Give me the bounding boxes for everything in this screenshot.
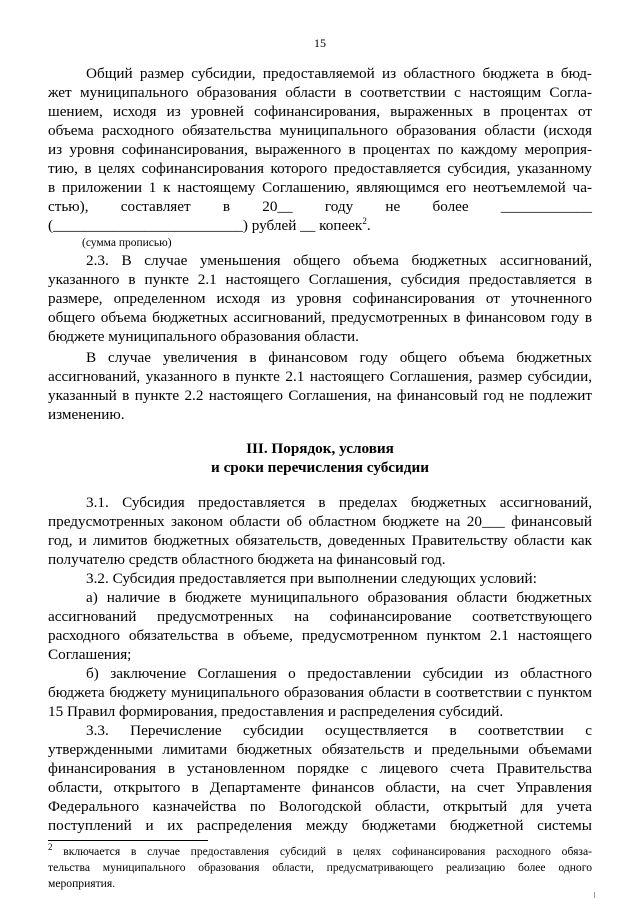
text-line: Федерального казначейства по Вологодской области, открытый для учета [48, 798, 592, 815]
text-line: 3.2. Субсидия предоставляется при выполнении следующих условий: [86, 570, 537, 587]
text-line: Общий размер субсидии, предоставляемой из областного бюджета в бюд- [86, 65, 592, 82]
text-line: 3.1. Субсидия предоставляется в пределах бюджетных ассигнований, [86, 494, 592, 511]
footnote-mark: 2 [362, 215, 367, 226]
text-line: 2.3. В случае уменьшения общего объема бюджетных ассигнований, [86, 252, 592, 269]
text-line: ассигнований, указанного в пункте 2.1 настоящего Соглашения, размер субсидии, [48, 368, 592, 385]
text-line: шением, исходя из уровней софинансирования, выраженных в процентах от [48, 103, 592, 120]
amount-line: (_________________________) рублей __ копеек [48, 217, 363, 234]
footnote-line: тельства муниципального образования области, предусматривающего реализацию более одного [48, 861, 592, 874]
text-line: 3.3. Перечисление субсидии осуществляется в соответствии с [86, 722, 592, 739]
footnote-line [48, 844, 592, 859]
footnote-separator [48, 840, 208, 841]
text-line: изменению. [48, 406, 125, 423]
text-line: расходного обязательства в объеме, предусмотренном пунктом 2.1 настоящего [48, 627, 592, 644]
text-line: б) заключение Соглашения о предоставлении субсидии из областного [86, 665, 592, 682]
text-line: стью), составляет в 20__ году не более ____________ [48, 198, 592, 215]
text-line-with-footnote: (_________________________) рублей __ копеек$^2$. [48, 215, 371, 234]
text-line: бюджета бюджету муниципального образования области в соответствии с пунктом [48, 684, 592, 701]
text-line: в приложении 1 к настоящему Соглашению, являющимся его неотъемлемой ча- [48, 179, 592, 196]
text-line: ассигнований предусмотренных на софинансирование соответствующего [48, 608, 592, 625]
text-line: а) наличие в бюджете муниципального образования области бюджетных [86, 589, 592, 606]
footnote-line: мероприятия. [48, 877, 116, 890]
text-line: объема расходного обязательства муниципального образования области (исходя [48, 122, 592, 139]
text-line: тию, в целях софинансирования которого предоставляется субсидия, указанному [48, 160, 592, 177]
text-line: размере, определенном исходя из уровня софинансирования от уточненного [48, 290, 592, 307]
text-line: из уровня софинансирования, выраженного в процентах по каждому мероприя- [48, 141, 592, 158]
footnote-text: включается в случае предоставления субсидий в целях софинансирования расходного обяза- [63, 845, 592, 858]
text-line: В случае увеличения в финансовом году общего объема бюджетных [86, 349, 592, 366]
text-line: указанный в пункте 2.2 настоящего Соглашения, на финансовый год не подлежит [48, 387, 592, 404]
text-line: жет муниципального образования области в соответствии с настоящим Согла- [48, 84, 592, 101]
text-line: получателю средств областного бюджета на финансовый год. [48, 551, 446, 568]
text-line: предусмотренных законом области об областном бюджете на 20___ финансовый [48, 513, 592, 530]
text-line: бюджете муниципального образования области. [48, 328, 359, 345]
section-title: и сроки перечисления субсидии [211, 459, 429, 476]
text-line: указанного в пункте 2.1 настоящего Соглашения, субсидия предоставляется в [48, 271, 592, 288]
text-line: Соглашения; [48, 646, 132, 663]
text-line: утвержденными лимитами бюджетных обязательств и предельными объемами [48, 741, 592, 758]
section-title: III. Порядок, условия [246, 440, 394, 457]
page-mark [594, 892, 595, 898]
sum-caption: (сумма прописью) [82, 237, 172, 249]
text-line: поступлений и их распределения между бюджетами бюджетной системы [48, 817, 592, 834]
text-line: финансирования в установленном порядке с лицевого счета Правительства [48, 760, 592, 777]
page-number: 15 [314, 36, 326, 50]
text-line: области, открытого в Департаменте финансов области, на счет Управления [48, 779, 592, 796]
footnote-number: 2 [48, 842, 53, 853]
text-line: общего объема бюджетных ассигнований, предусмотренных в финансовом году в [48, 309, 592, 326]
text-line: год, и лимитов бюджетных обязательств, доведенных Правительству области как [48, 532, 592, 549]
text-line: 15 Правил формирования, предоставления и распределения субсидий. [48, 703, 504, 720]
